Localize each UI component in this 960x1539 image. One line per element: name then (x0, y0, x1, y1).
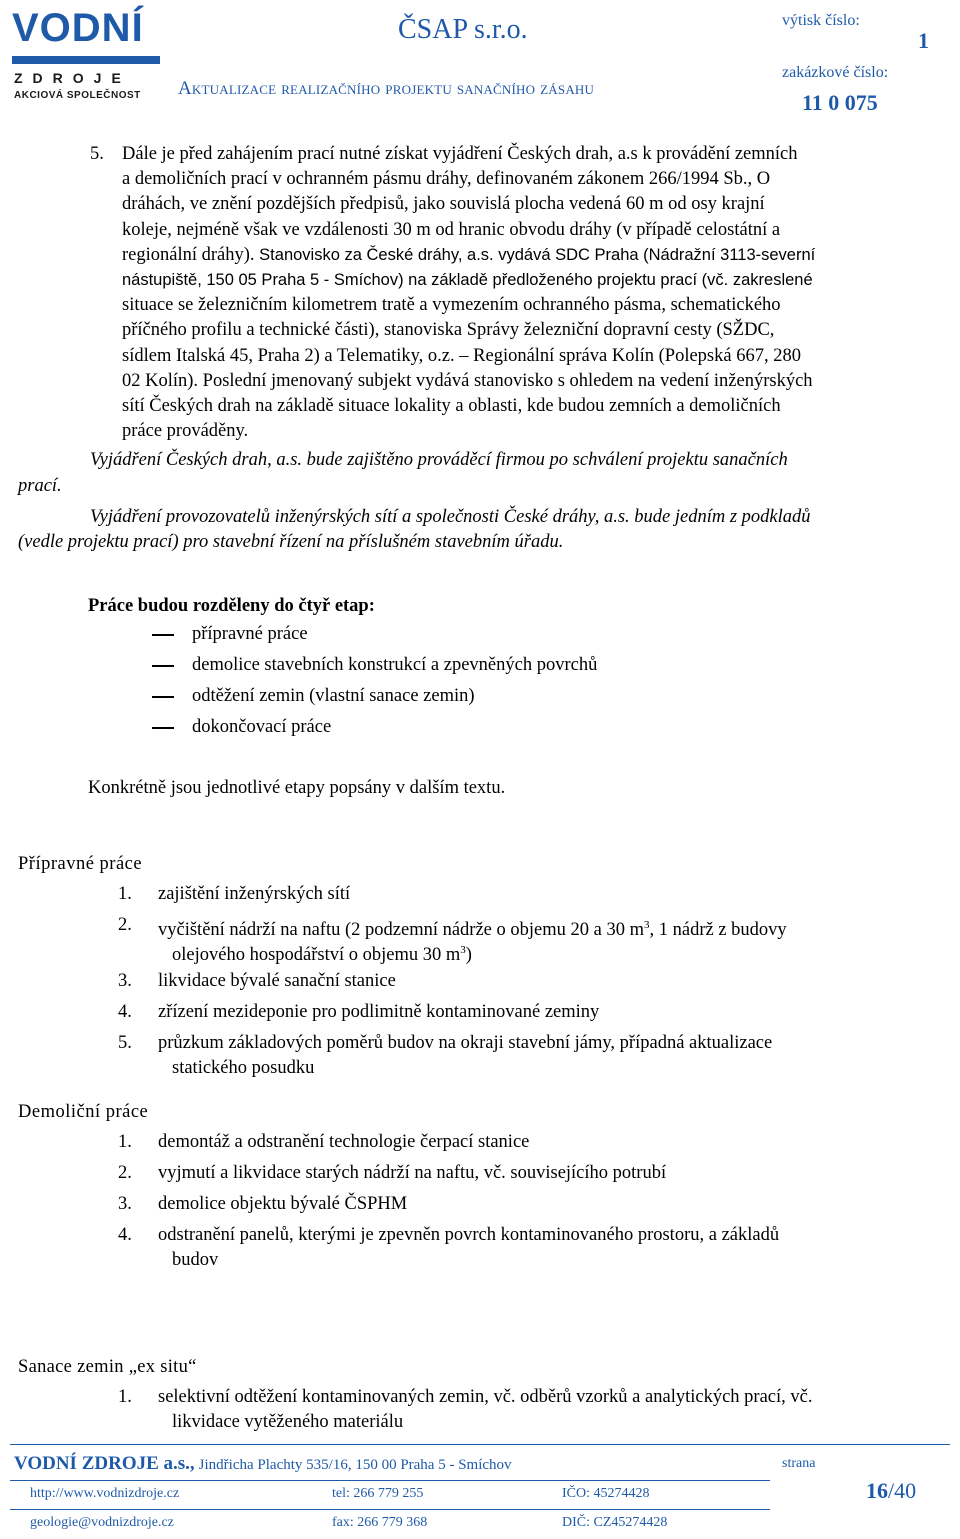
list-item: vyjmutí a likvidace starých nádrží na naftu, vč. souvisejícího potrubí (158, 1163, 667, 1183)
section-number: 5. (90, 144, 104, 164)
logo-subtitle: AKCIOVÁ SPOLEČNOST (14, 90, 141, 101)
dash-bullet (152, 634, 174, 636)
print-number-label: výtisk číslo: (782, 12, 860, 29)
section-sans-text: Stanovisko za České dráhy, a.s. vydává SDC Praha (Nádražní 3113-severní (259, 245, 816, 264)
footer-address-line (14, 1453, 512, 1475)
logo-bar (12, 56, 160, 64)
header-company: ČSAP s.r.o. (398, 14, 528, 45)
order-number-value: 11 0 075 (802, 90, 878, 115)
list-number: 3. (118, 1194, 132, 1214)
stages-summary: Konkrétně jsou jednotlivé etapy popsány v dalším textu. (88, 778, 506, 798)
section-line: dráhách, ve znění pozdějších předpisů, jako souvislá plocha vedená 60 m od osy krajní (122, 194, 765, 215)
footer-ico: IČO: 45274428 (562, 1486, 650, 1501)
list-number: 1. (118, 1387, 132, 1407)
stage-item: odtěžení zemin (vlastní sanace zemin) (192, 686, 475, 706)
footer-tel: tel: 266 779 255 (332, 1486, 424, 1501)
footer-email[interactable]: geologie@vodnizdroje.cz (30, 1515, 174, 1530)
section-line: příčného profilu a technické části), stanoviska Správy železniční dopravní cesty (SŽDC, (122, 320, 775, 341)
section-line: sídlem Italská 45, Praha 2) a Telematiky, o.z. – Regionální správa Kolín (Polepská 667, 280 (122, 345, 801, 366)
footer-company: VODNÍ ZDROJE a.s., (14, 1453, 195, 1474)
stages-heading: Práce budou rozděleny do čtyř etap: (88, 596, 375, 616)
section-line: sítí Českých drah na základě situace lokality a oblasti, kde budou zemních a demoličních (122, 396, 781, 417)
section-line: 02 Kolín). Poslední jmenovaný subjekt vydává stanovisko s ohledem na vedení inženýrských (122, 370, 813, 391)
logo-letters: ZDROJE (14, 70, 131, 86)
section-sans-line: nástupiště, 150 05 Praha 5 - Smíchov) na základě předloženého projektu prací (vč. zakreslené (122, 271, 813, 290)
list-item-text: , 1 nádrž z budovy (649, 920, 787, 941)
list-number: 5. (118, 1033, 132, 1053)
list-item: odstranění panelů, kterými je zpevněn povrch kontaminovaného prostoru, a základů (158, 1225, 780, 1245)
list-item-text: olejového hospodářství o objemu 30 m (172, 945, 461, 966)
demolition-heading: Demoliční práce (18, 1102, 149, 1122)
list-number: 1. (118, 1132, 132, 1152)
section-5-body (122, 142, 944, 444)
section-line: Dále je před zahájením prací nutné získat vyjádření Českých drah, a.s k provádění zemních (122, 144, 798, 164)
list-number: 2. (118, 915, 132, 935)
list-number: 4. (118, 1002, 132, 1022)
note-2-line-1: Vyjádření provozovatelů inženýrských sítí a společnosti České dráhy, a.s. bude jedním z podkladů (90, 507, 811, 527)
stage-item: demolice stavebních konstrukcí a zpevněných povrchů (192, 655, 598, 675)
note-1-line-1: Vyjádření Českých drah, a.s. bude zajištěno prováděcí firmou po schválení projektu sanačních (90, 450, 788, 470)
stage-item: dokončovací práce (192, 717, 332, 737)
section-line: práce prováděny. (122, 421, 249, 442)
order-number-label: zakázkové číslo: (782, 64, 889, 81)
list-number: 1. (118, 884, 132, 904)
list-item: demolice objektu bývalé ČSPHM (158, 1194, 408, 1214)
list-item-continuation: budov (172, 1250, 219, 1270)
preparatory-heading: Přípravné práce (18, 854, 143, 874)
list-item-text: vyčištění nádrží na naftu (2 podzemní nádrže o objemu 20 a 30 m (158, 920, 644, 941)
note-2-line-2: (vedle projektu prací) pro stavební řízení na příslušném stavebním úřadu. (18, 532, 564, 552)
header-project: Aktualizace realizačního projektu sanačního zásahu (178, 78, 595, 99)
footer-address: Jindřicha Plachty 535/16, 150 00 Praha 5 - Smíchov (198, 1457, 512, 1473)
list-number: 2. (118, 1163, 132, 1183)
section-line: koleje, nejméně však ve vzdálenosti 30 m od hranic obvodu dráhy (v případě celostátní a (122, 219, 781, 240)
section-text: regionální dráhy). (122, 244, 255, 265)
dash-bullet (152, 696, 174, 698)
footer-fax: fax: 266 779 368 (332, 1515, 428, 1530)
list-item: zajištění inženýrských sítí (158, 884, 351, 904)
footer-divider (10, 1444, 950, 1445)
list-item: zřízení mezideponie pro podlimitně kontaminované zeminy (158, 1002, 600, 1022)
list-item-continuation: likvidace vytěženého materiálu (172, 1412, 404, 1432)
footer-divider (10, 1480, 770, 1481)
footer-page-label: strana (782, 1456, 816, 1471)
note-1-line-2: prací. (18, 476, 62, 496)
list-item-continuation: statického posudku (172, 1058, 315, 1078)
list-item: průzkum základových poměrů budov na okraji stavební jámy, případná aktualizace (158, 1033, 773, 1053)
superscript: 3 (644, 919, 650, 931)
list-item-text: ) (465, 945, 472, 966)
superscript: 3 (460, 944, 466, 956)
print-number-value: 1 (918, 28, 929, 53)
exsitu-heading: Sanace zemin „ex situ“ (18, 1357, 197, 1377)
list-number: 3. (118, 971, 132, 991)
page-current: 16 (866, 1478, 888, 1503)
stage-item: přípravné práce (192, 624, 308, 644)
logo-title: VODNÍ (12, 6, 144, 50)
footer-dic: DIČ: CZ45274428 (562, 1515, 668, 1530)
footer-web[interactable]: http://www.vodnizdroje.cz (30, 1486, 180, 1501)
dash-bullet (152, 665, 174, 667)
dash-bullet (152, 727, 174, 729)
list-item-continuation (172, 938, 472, 968)
section-line: situace se železničním kilometrem tratě a vymezením ochranného pásma, schematického (122, 295, 781, 316)
footer-divider (10, 1509, 770, 1510)
list-item: selektivní odtěžení kontaminovaných zemin, vč. odběrů vzorků a analytických prací, vč. (158, 1387, 813, 1407)
footer-page-number (866, 1478, 916, 1504)
section-line-mixed (122, 243, 944, 268)
section-line: a demoličních prací v ochranném pásmu dráhy, definovaném zákonem 266/1994 Sb., O (122, 169, 771, 190)
list-item: demontáž a odstranění technologie čerpací stanice (158, 1132, 530, 1152)
page-total: /40 (888, 1478, 917, 1503)
list-number: 4. (118, 1225, 132, 1245)
list-item: likvidace bývalé sanační stanice (158, 971, 396, 991)
